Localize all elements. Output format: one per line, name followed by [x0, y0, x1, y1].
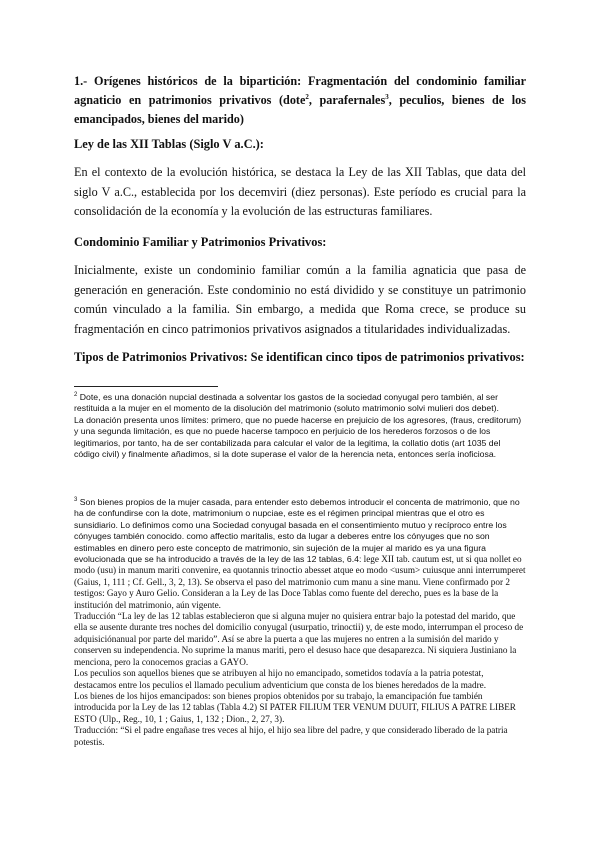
footnote-2-para2: La donación presenta unos límites: primero, que no puede hacerse en prejuicio de los agresores, (fraus, creditorum) y una segunda limitación, es que no puede hacerse tampoco en perjuicio de los herederos forzosos o de los legitimarios, por tanto, ha de ser contabilizada para calcular el valor de la legitima, la collatio dotis (art 1035 del código civil) y finalmente añadimos, si la dote superase el valor de la herencia neta, entonces sería inoficiosa. [74, 414, 522, 460]
section-heading-tipos: Tipos de Patrimonios Privativos: Se identifican cinco tipos de patrimonios privativos: [74, 350, 525, 364]
footnote-3-para1 [74, 497, 526, 611]
footnote-3-latin-text: lege XII tab. cautum est, ut si qua nollet eo modo (usu) in manum mariti convenire, ea quotannis trinoctio abesset atque eo modo <usum> cuiusque anni interrumperet (Gaius, 1, 111 ; Cf. Gell., 3, 2, 13). Se observa el paso del matrimonio cum manu a sine manu. Viene confirmado por 2 testigos: Gayo y Auro Gelio. Consideran a la Ley de las Doce Tablas como fuente del derecho, pues es la base de la institución del matrimonio, aún vigente. [74, 554, 526, 610]
heading-number: 1.- [74, 74, 88, 88]
footnote-2-text1: Dote, es una donación nupcial destinada a solventar los gastos de la sociedad conyugal pero también, al ser restituida a la mujer en el momento de la disolución del matrimonio (soluto matrimonio solvi mulieri dos debet). [74, 392, 499, 414]
section-heading-condominio: Condominio Familiar y Patrimonios Privativos: [74, 235, 327, 249]
footnote-ref-2[interactable]: 2 [305, 92, 309, 101]
footnote-2 [74, 392, 526, 460]
footnote-2-mark: 2 [74, 392, 78, 399]
footnote-3-mark: 3 [74, 497, 78, 504]
footnote-3-translation: Traducción “La ley de las 12 tablas establecieron que si alguna mujer no quisiera entrar bajo la potestad del marido, que ella se ausente durante tres noches del domicilio conyugal (usurpatio, trinoctii) y, de este modo, interrumpan el proceso de adquisiciónanual por parte del marido”. Así se abre la puerta a que las mujeres no entren a la sumisión del marido y conserven su independencia. No suprime la manus mariti, pero el desuso hace que desaparezca. Ni siquiera Justiniano la menciona, pero la conocemos gracias a GAYO. [74, 611, 524, 667]
section-body-condominio: Inicialmente, existe un condominio familiar común a la familia agnaticia que pasa de generación en generación. Este condominio no está dividido y se constituye un patrimonio común vinculado a la familia. Sin embargo, a medida que Roma crece, se produce su fragmentación en cinco patrimonios privativos asignados a titularidades individualizadas. [74, 263, 526, 336]
footnote-3-peculios: Los peculios son aquellos bienes que se atribuyen al hijo no emancipado, sometidos todavía a la patria potestat, destacamos entre los peculios el llamado peculium adventicium que consta de los bienes heredados de la madre. [74, 668, 487, 690]
section-heading-ley-xii: Ley de las XII Tablas (Siglo V a.C.): [74, 137, 264, 151]
footnote-3-translation-2: Traducción: “Si el padre engañase tres veces al hijo, el hijo sea libre del padre, y que considerado liberado de la patria potestis. [74, 725, 508, 747]
section-body-ley-xii: En el contexto de la evolución histórica, se destaca la Ley de las XII Tablas, que data del siglo V a.C., establecida por los decemviri (diez personas). Este período es crucial para la consolidación de la economía y la evolución de las estructuras familiares. [74, 165, 526, 219]
footnote-3-sans-text: Son bienes propios de la mujer casada, para entender esto debemos introducir el concenta de matrimonio, que no ha de confundirse con la dote, matrimonium o nupciae, este es el régimen principal mientras que el otro es sunsidiario. Lo definimos como una Sociedad conyugal basada en el consentimiento mutuo y recíproco entre los cónyuges también conocido. como affectio maritalis, esto da lugar a deberes entre los cónyuges que no son estimables en dinero pero este concepto de matrimonio, sin sujeción de la mujer al marido es ya una figura evolucionada que se ha introducido a través de la ley de las 12 tablas, 6.4: [74, 497, 520, 565]
heading-text-part3: , peculios, bienes de los emancipados, bienes del marido) [74, 93, 527, 126]
footnote-3 [74, 497, 526, 748]
heading-text-part1: Orígenes históricos de la bipartición: Fragmentación del condominio familiar agnaticio en patrimonios privativos (dote [74, 74, 526, 107]
main-heading [74, 72, 526, 129]
heading-text-part2: , parafernales [308, 93, 386, 107]
footnote-ref-3[interactable]: 3 [385, 92, 389, 101]
footnote-3-emancipados: Los bienes de los hijos emancipados: son bienes propios obtenidos por su trabajo, la emancipación fue también introducida por la Ley de las 12 tablas (Tabla 4.2) SI PATER FILIUM TER VENUM DUUIT, FILIUS A PATRE LIBER ESTO (Ulp., Reg., 10, 1 ; Gaius, 1, 132 ; Dion., 2, 27, 3). [74, 690, 516, 724]
footnote-2-para1 [74, 392, 526, 415]
footnote-divider [74, 386, 218, 387]
